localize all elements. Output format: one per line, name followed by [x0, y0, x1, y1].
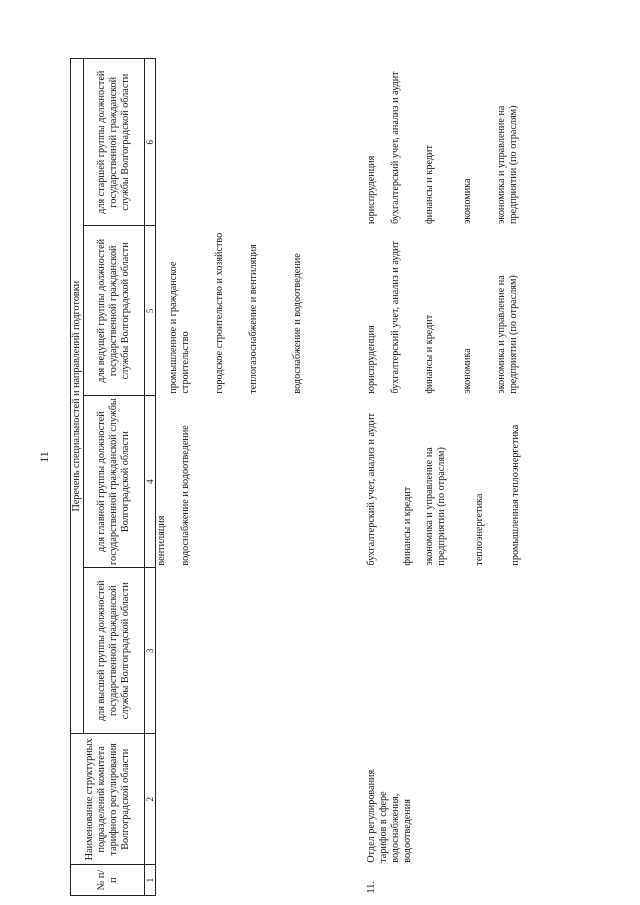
header-leading-group: для ведущей группы должностей государственной гражданской службы Волгоградской области [84, 226, 145, 396]
list-item: теплогазоснабжение и вентиляция [248, 244, 259, 394]
list-item: экономика и управление на предприятии (по отраслям) [495, 105, 519, 224]
list-item: промышленное и гражданское строительство [168, 261, 191, 394]
list-item: водоснабжение и водоотведение [292, 253, 303, 394]
specialties-table [70, 58, 576, 896]
column-number: 4 [145, 396, 156, 568]
rotated-table-sheet [70, 58, 581, 896]
list-item: бухгалтерский учет, анализ и аудит [365, 412, 377, 566]
continued-cell [156, 226, 366, 396]
header-senior-group: для старшей группы должностей государственной гражданской службы Волгоградской области [84, 59, 145, 226]
column-number: 3 [145, 568, 156, 734]
list-item: теплоэнергетика [473, 493, 485, 566]
column-number: 5 [145, 226, 156, 396]
list-item: экономика и управление на предприятии (по отраслям) [495, 275, 519, 394]
column-number: 1 [145, 865, 156, 896]
list-item: финансы и кредит [423, 314, 435, 394]
header-num: № п/п [71, 865, 145, 896]
list-item: финансы и кредит [401, 486, 413, 566]
senior-group-cell [366, 59, 576, 226]
leading-group-cell [366, 226, 576, 396]
header-specialties-group: Перечень специальностей и направлений подготовки [71, 59, 84, 734]
list-item: юриспруденция [365, 325, 377, 394]
department-name: Отдел регулирования тарифов в сфере водоснабжения, водоотведения [365, 769, 413, 863]
header-senior-top-group: для высшей группы должностей государственной гражданской службы Волгоградской области [84, 568, 145, 734]
list-item: экономика и управление на предприятии (по отраслям) [423, 447, 447, 566]
list-item: юриспруденция [365, 155, 377, 224]
header-main-group: для главной группы должностей государственной гражданской службы Волгоградской области [84, 396, 145, 568]
list-item: бухгалтерский учет, анализ и аудит [389, 241, 401, 394]
list-item: водоснабжение и водоотведение [180, 425, 191, 566]
list-item: промышленная теплоэнергетика [509, 424, 521, 566]
list-item: городское строительство и хозяйство [214, 232, 225, 394]
row-number: 11. [365, 881, 377, 894]
list-item: финансы и кредит [423, 145, 435, 224]
list-item: вентиляция [156, 515, 167, 566]
column-number: 6 [145, 59, 156, 226]
header-department: Наименование структурных подразделений комитета тарифного регулирования Волгоградской области [71, 734, 145, 865]
page-number: 11 [37, 451, 51, 463]
main-group-cell [366, 396, 576, 568]
continued-cell [156, 396, 366, 568]
list-item: бухгалтерский учет, анализ и аудит [389, 71, 401, 224]
list-item: экономика [461, 348, 473, 394]
list-item: экономика [461, 178, 473, 224]
column-number: 2 [145, 734, 156, 865]
